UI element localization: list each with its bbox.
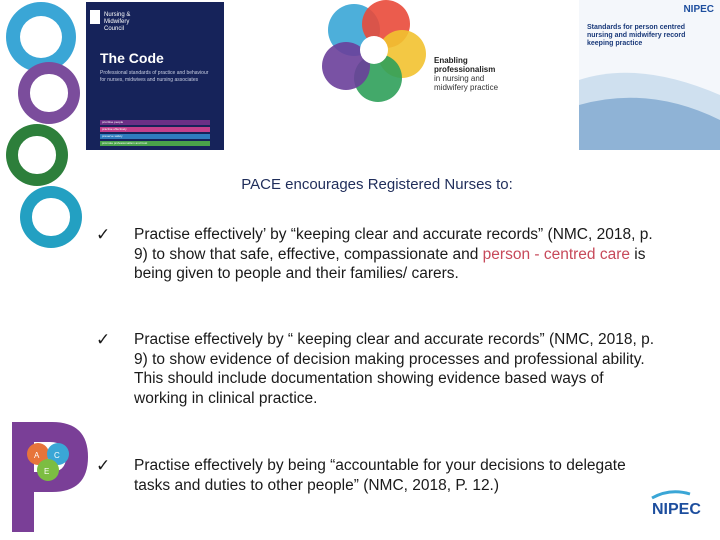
stripe-3: preserve safety xyxy=(100,134,210,139)
stripe-2: practise effectively xyxy=(100,127,210,132)
nmc-logo-icon xyxy=(90,10,100,24)
stripe-1: prioritise people xyxy=(100,120,210,125)
enabling-text xyxy=(434,56,514,92)
bullet-text: Practise effectively by “ keeping clear and accurate records” (NMC, 2018, p. 9) to show evidence of decision making processes and professional ability. This should include documentation showing evidence based ways of working in clinical practice. xyxy=(134,331,655,407)
bullet-text: Practise effectively by being “accountable for your decisions to delegate tasks and duties to other people” (NMC, 2018, P. 12.) xyxy=(134,457,626,494)
leadership-badge xyxy=(20,186,82,248)
check-icon: ✓ xyxy=(96,330,111,349)
nipec-text: NIPEC xyxy=(652,501,701,518)
nipec-small-logo: NIPEC xyxy=(683,4,714,15)
practice-badge xyxy=(6,2,76,72)
stripe-4: promote professionalism and trust xyxy=(100,141,210,146)
heading-rest: encourages Registered Nurses to: xyxy=(280,176,513,193)
check-icon: ✓ xyxy=(96,225,111,244)
bullet-text xyxy=(134,225,656,284)
enabling-professionalism-cover xyxy=(316,0,506,110)
bullet-text-part: Practise effectively’ by “keeping clear and accurate records” (NMC, 2018, p. 9) to show that safe, effective, compassionate and xyxy=(134,226,653,263)
education-badge xyxy=(18,62,80,124)
ace-c-letter: C xyxy=(54,451,60,460)
nmc-brand: Nursing & Midwifery Council xyxy=(104,12,131,32)
standards-swoosh xyxy=(579,0,720,150)
check-icon: ✓ xyxy=(96,456,111,475)
enabling-title: Enabling professionalism xyxy=(434,56,496,74)
page-heading xyxy=(0,176,720,193)
code-title: The Code xyxy=(100,50,164,66)
ace-a-letter: A xyxy=(34,451,40,460)
code-subtitle: Professional standards of practice and behaviour for nurses, midwives and nursing associates xyxy=(100,70,209,83)
petals-graphic xyxy=(316,0,432,104)
enabling-subtitle: in nursing and midwifery practice xyxy=(434,74,499,92)
pace-word: PACE xyxy=(241,176,281,193)
bullet-highlight: person - centred care xyxy=(482,245,630,263)
standards-title: Standards for person centred nursing and midwifery record keeping practice xyxy=(587,24,686,47)
nipec-logo xyxy=(650,488,714,520)
standards-cover xyxy=(579,0,720,150)
pace-logo xyxy=(6,420,96,535)
pillar-badges xyxy=(0,0,90,260)
bullet-text-part: is being given to people and their families/ carers. xyxy=(134,245,646,282)
the-code-cover xyxy=(86,2,224,150)
code-stripes xyxy=(100,120,210,148)
ace-e-letter: E xyxy=(44,467,50,476)
